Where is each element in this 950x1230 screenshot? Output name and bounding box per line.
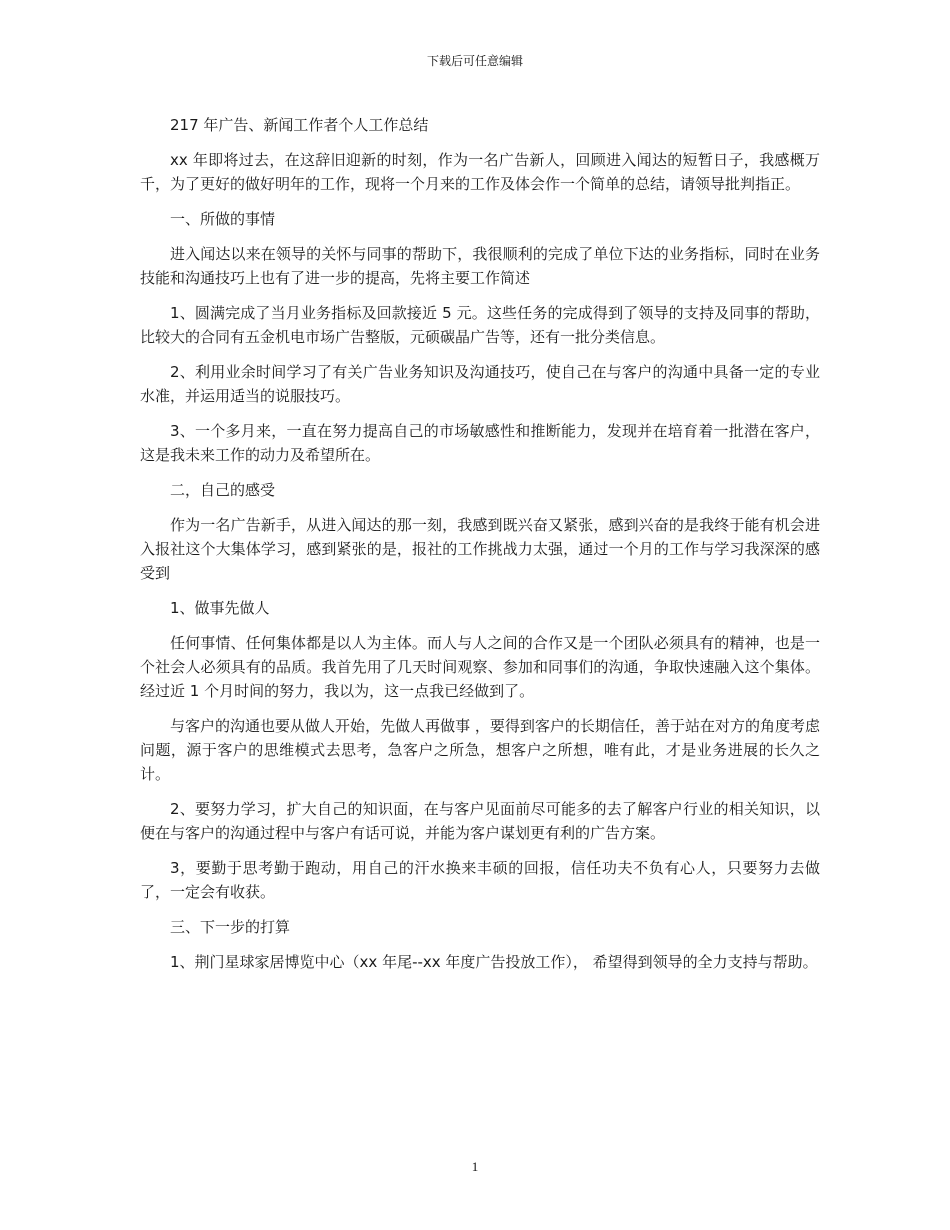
section-3-item-1: 1、荆门星球家居博览中心（xx 年尾--xx 年度广告投放工作）， 希望得到领导的全力支持与帮助。	[170, 953, 818, 971]
section-2-heading: 二，自己的感受	[170, 481, 276, 499]
section-1-intro: 进入闻达以来在领导的关怀与同事的帮助下，我很顺利的完成了单位下达的业务指标，同时在业务技能和沟通技巧上也有了进一步的提高，先将主要工作简述	[140, 245, 820, 287]
section-1-item-2: 2、利用业余时间学习了有关广告业务知识及沟通技巧，使自己在与客户的沟通中具备一定的专业水准，并运用适当的说服技巧。	[140, 363, 820, 405]
section-2-intro: 作为一名广告新手，从进入闻达的那一刻，我感到既兴奋又紧张，感到兴奋的是我终于能有机会进入报社这个大集体学习，感到紧张的是，报社的工作挑战力太强，通过一个月的工作与学习我深深的感受到	[140, 516, 820, 582]
section-2-sub-1-paragraph-2: 与客户的沟通也要从做人开始，先做人再做事 ，要得到客户的长期信任，善于站在对方的角度考虑问题，源于客户的思维模式去思考，急客户之所急，想客户之所想，唯有此，才是业务进展的长久之计。	[140, 717, 820, 783]
section-2-item-3: 3，要勤于思考勤于跑动，用自己的汗水换来丰硕的回报，信任功夫不负有心人，只要努力去做了，一定会有收获。	[140, 859, 820, 901]
document-body	[140, 113, 820, 985]
header-note: 下载后可任意编辑	[426, 54, 523, 68]
page-number: 1	[471, 1159, 479, 1174]
section-1-item-1: 1、圆满完成了当月业务指标及回款接近 5 元。这些任务的完成得到了领导的支持及同事的帮助，比较大的合同有五金机电市场广告整版，元硕碳晶广告等，还有一批分类信息。	[140, 304, 820, 346]
section-2-item-2: 2、要努力学习，扩大自己的知识面，在与客户见面前尽可能多的去了解客户行业的相关知识，以便在与客户的沟通过程中与客户有话可说，并能为客户谋划更有利的广告方案。	[140, 800, 820, 842]
section-1-item-3: 3、一个多月来，一直在努力提高自己的市场敏感性和推断能力，发现并在培育着一批潜在客户，这是我未来工作的动力及希望所在。	[140, 422, 820, 464]
section-3-heading: 三、下一步的打算	[170, 918, 291, 936]
section-2-sub-1-heading: 1、做事先做人	[170, 599, 270, 617]
section-1-heading: 一、所做的事情	[170, 210, 276, 228]
intro-paragraph: xx 年即将过去，在这辞旧迎新的时刻，作为一名广告新人，回顾进入闻达的短暂日子，我感概万千，为了更好的做好明年的工作，现将一个月来的工作及体会作一个简单的总结，请领导批判指正。	[140, 151, 820, 193]
document-title: 217 年广告、新闻工作者个人工作总结	[170, 116, 429, 134]
section-2-sub-1-paragraph-1: 任何事情、任何集体都是以人为主体。而人与人之间的合作又是一个团队必须具有的精神，也是一个社会人必须具有的品质。我首先用了几天时间观察、参加和同事们的沟通，争取快速融入这个集体。经过近 1 个月时间的努力，我以为，这一点我已经做到了。	[140, 634, 820, 700]
